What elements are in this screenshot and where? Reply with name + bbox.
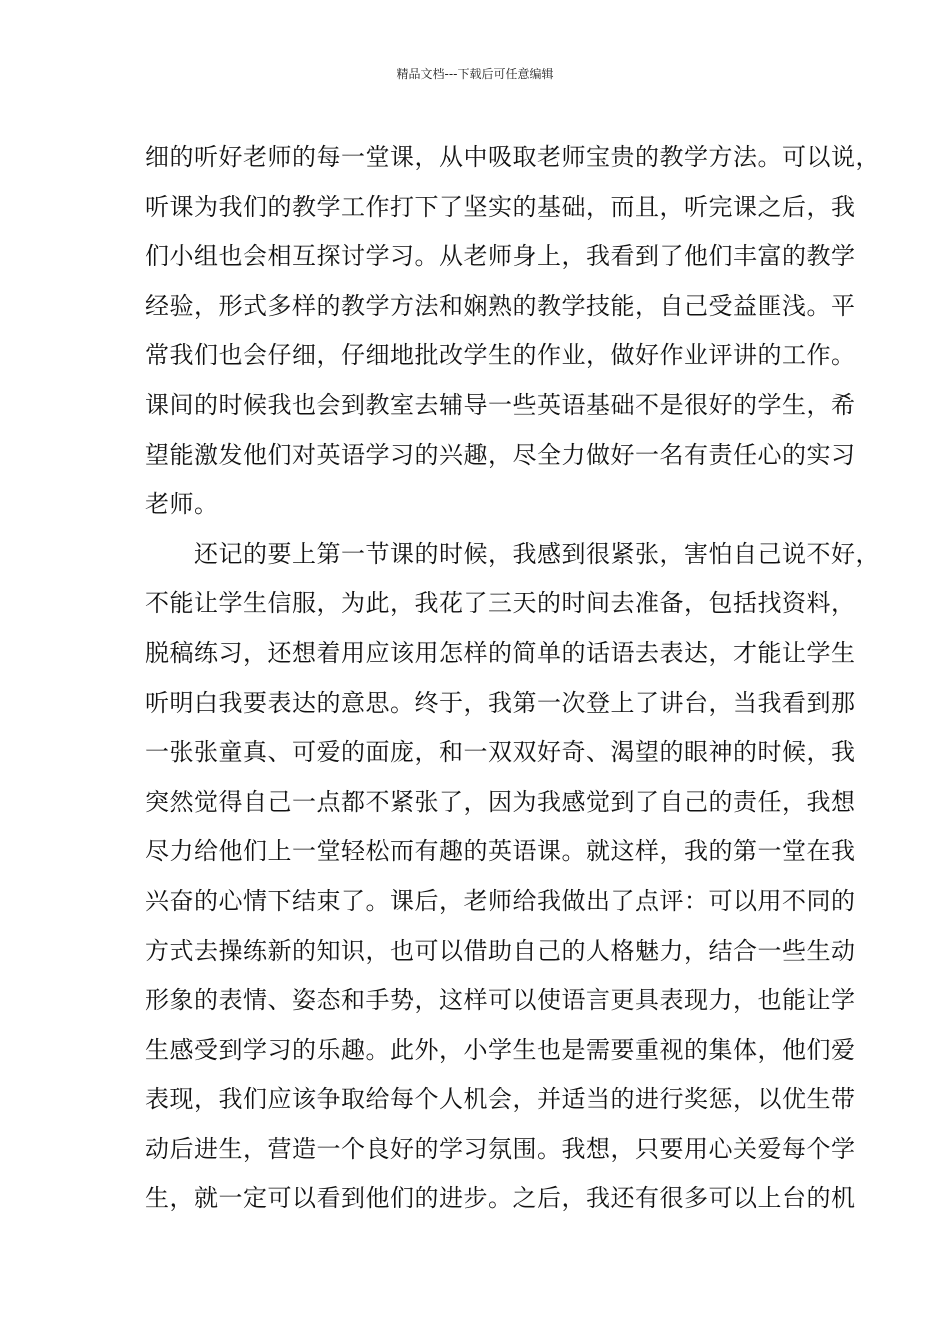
document-body xyxy=(145,133,880,1224)
text-line: 听课为我们的教学工作打下了坚实的基础，而且，听完课之后，我 xyxy=(145,192,856,221)
text-line: 脱稿练习，还想着用应该用怎样的简单的话语去表达，才能让学生 xyxy=(145,638,856,667)
text-line: 尽力给他们上一堂轻松而有趣的英语课。就这样，我的第一堂在我 xyxy=(145,837,856,866)
text-line: 经验，形式多样的教学方法和娴熟的教学技能，自己受益匪浅。平 xyxy=(145,291,856,320)
text-line: 老师。 xyxy=(145,490,219,519)
text-line: 形象的表情、姿态和手势，这样可以使语言更具表现力，也能让学 xyxy=(145,986,856,1015)
text-line: 常我们也会仔细，仔细地批改学生的作业，做好作业评讲的工作。 xyxy=(145,341,856,370)
text-line: 听明白我要表达的意思。终于，我第一次登上了讲台，当我看到那 xyxy=(145,688,856,717)
text-line: 们小组也会相互探讨学习。从老师身上，我看到了他们丰富的教学 xyxy=(145,242,856,271)
text-line: 突然觉得自己一点都不紧张了，因为我感觉到了自己的责任，我想 xyxy=(145,787,856,816)
text-line: 动后进生，营造一个良好的学习氛围。我想，只要用心关爱每个学 xyxy=(145,1134,856,1163)
text-line: 方式去操练新的知识，也可以借助自己的人格魅力，结合一些生动 xyxy=(145,936,856,965)
text-line: 望能激发他们对英语学习的兴趣，尽全力做好一名有责任心的实习 xyxy=(145,440,856,469)
page-header: 精品文档---下载后可任意编辑 xyxy=(396,67,554,81)
text-line: 一张张童真、可爱的面庞，和一双双好奇、渴望的眼神的时候，我 xyxy=(145,738,856,767)
text-line: 生感受到学习的乐趣。此外，小学生也是需要重视的集体，他们爱 xyxy=(145,1035,856,1064)
text-line: 表现，我们应该争取给每个人机会，并适当的进行奖惩，以优生带 xyxy=(145,1085,856,1114)
text-line: 生，就一定可以看到他们的进步。之后，我还有很多可以上台的机 xyxy=(145,1184,856,1213)
text-line: 课间的时候我也会到教室去辅导一些英语基础不是很好的学生，希 xyxy=(145,390,856,419)
text-line: 细的听好老师的每一堂课，从中吸取老师宝贵的教学方法。可以说， xyxy=(145,143,880,171)
text-line: 兴奋的心情下结束了。课后，老师给我做出了点评：可以用不同的 xyxy=(145,886,856,915)
text-line: 不能让学生信服，为此，我花了三天的时间去准备，包括找资料， xyxy=(145,589,856,618)
text-line: 还记的要上第一节课的时候，我感到很紧张，害怕自己说不好， xyxy=(145,539,880,568)
